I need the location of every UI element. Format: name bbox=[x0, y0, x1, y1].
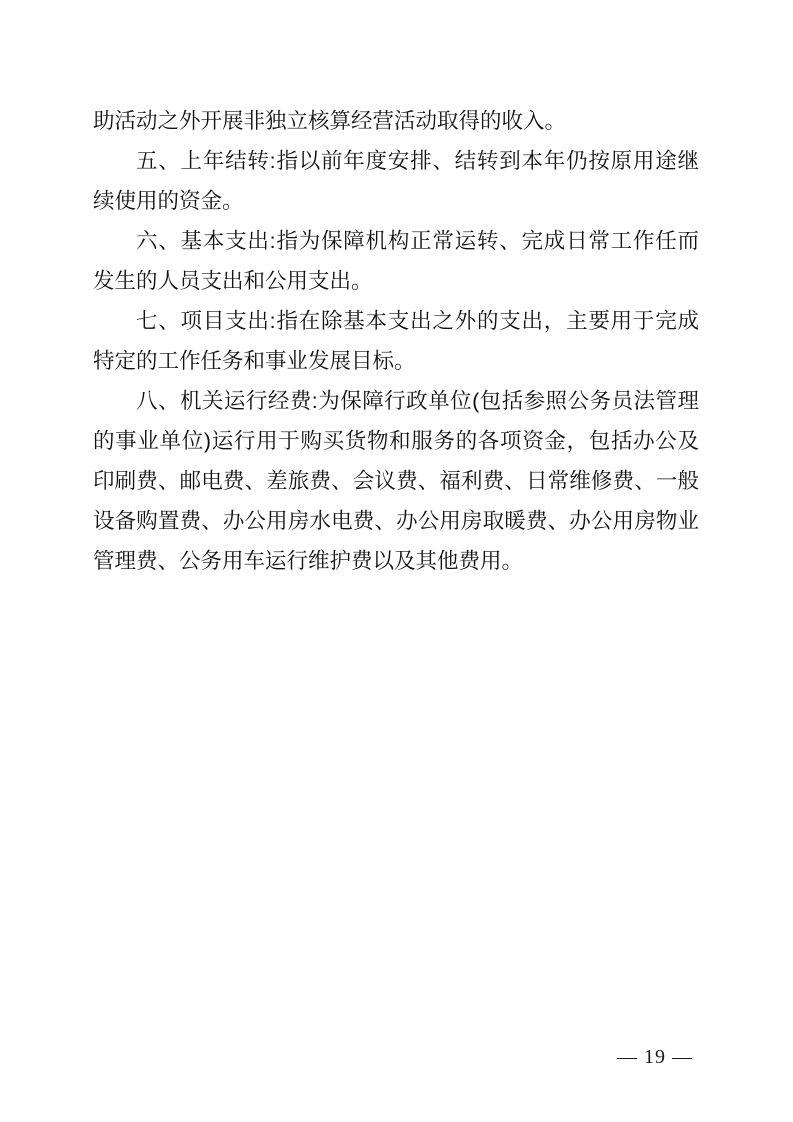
text-line: 助活动之外开展非独立核算经营活动取得的收入。 bbox=[93, 109, 567, 133]
text-line: 的事业单位)运行用于购买货物和服务的各项资金，包括办公及 bbox=[93, 429, 699, 453]
page-number: — 19 — bbox=[617, 1046, 693, 1068]
text-lines bbox=[93, 101, 699, 581]
text-line: 六、基本支出:指为保障机构正常运转、完成日常工作任而 bbox=[136, 229, 699, 253]
text-line: 设备购置费、办公用房水电费、办公用房取暖费、办公用房物业 bbox=[93, 509, 699, 533]
text-line: 五、上年结转:指以前年度安排、结转到本年仍按原用途继 bbox=[136, 149, 699, 173]
text-line: 续使用的资金。 bbox=[93, 189, 244, 213]
text-line: 七、项目支出:指在除基本支出之外的支出，主要用于完成 bbox=[136, 309, 699, 333]
text-line: 发生的人员支出和公用支出。 bbox=[93, 269, 373, 293]
text-line: 管理费、公务用车运行维护费以及其他费用。 bbox=[93, 549, 524, 573]
text-line: 特定的工作任务和事业发展目标。 bbox=[93, 349, 416, 373]
text-line: 八、机关运行经费:为保障行政单位(包括参照公务员法管理 bbox=[136, 389, 699, 413]
text-line: 印刷费、邮电费、差旅费、会议费、福利费、日常维修费、一般 bbox=[93, 469, 699, 493]
